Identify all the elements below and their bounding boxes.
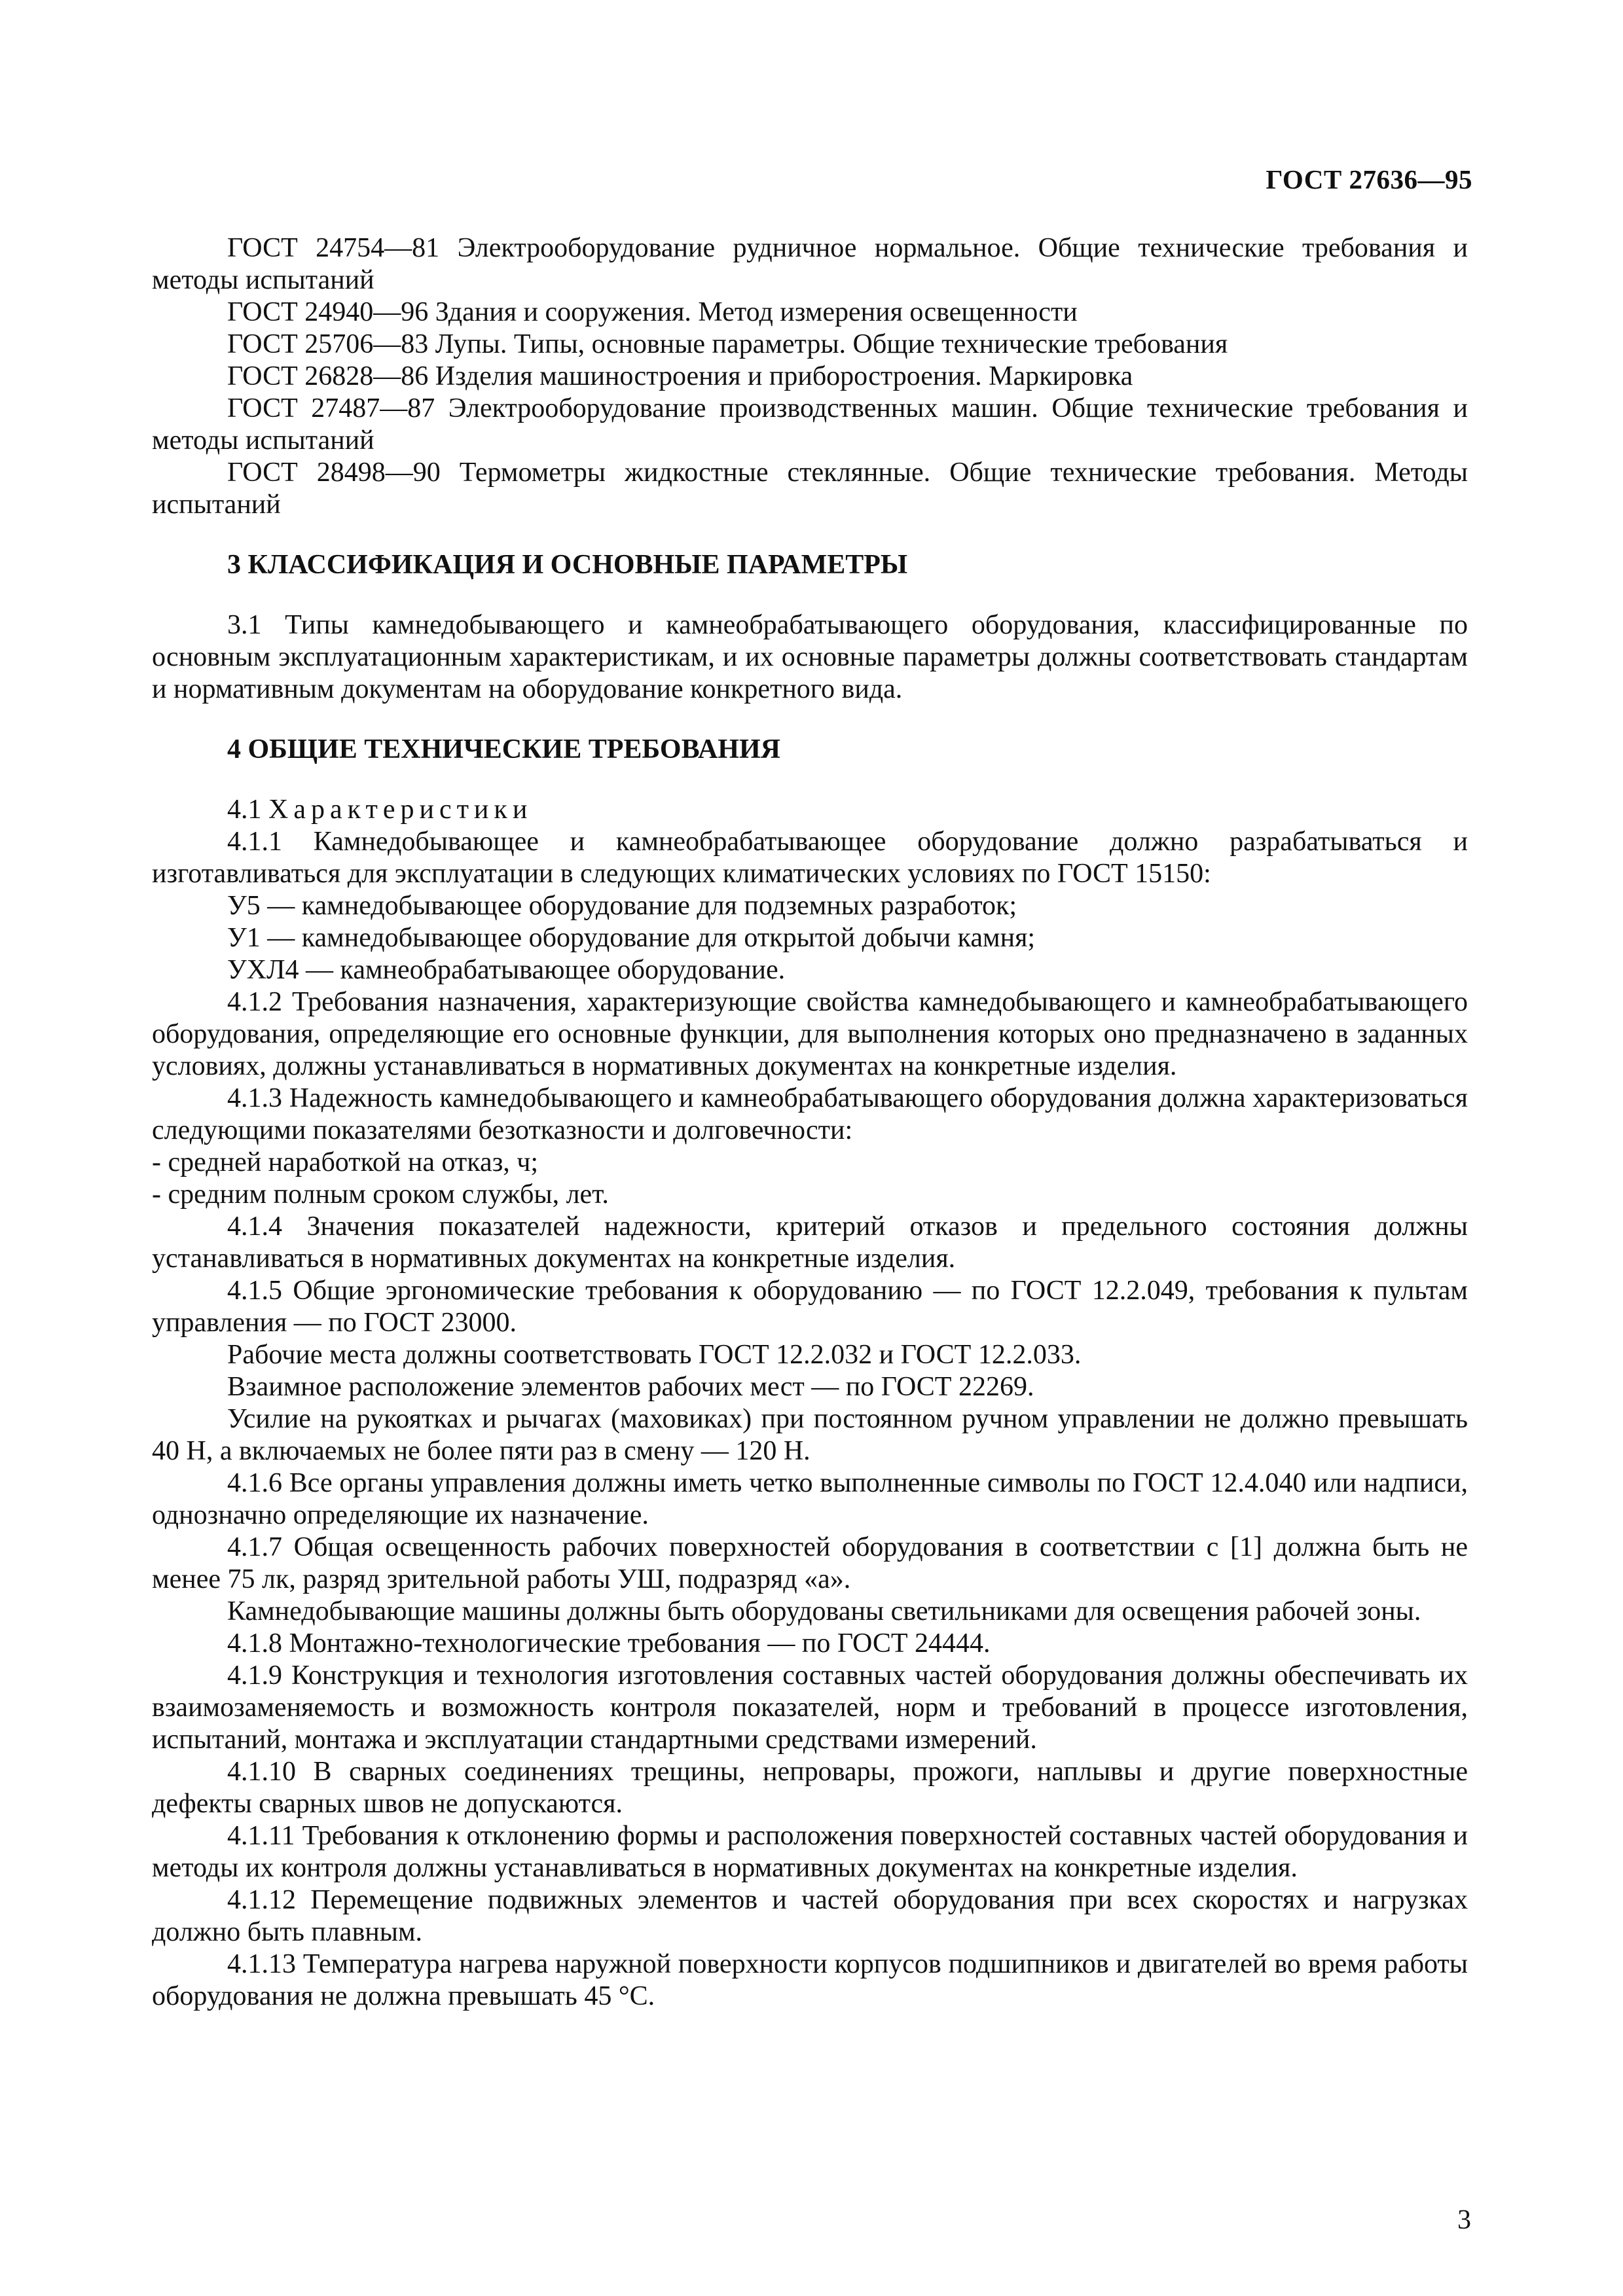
paragraph-4-1-12: 4.1.12 Перемещение подвижных элементов и частей оборудования при всех скоростях и нагрузках должно быть плавным. [152, 1885, 1468, 1947]
paragraph-4-1-8: 4.1.8 Монтажно-технологические требования — по ГОСТ 24444. [227, 1628, 991, 1659]
climate-item-u1: У1 — камнедобывающее оборудование для открытой добычи камня; [227, 923, 1036, 953]
subsection-number: 4.1 [227, 795, 268, 825]
subsection-label: Характеристики [268, 795, 533, 825]
references-list [152, 232, 1468, 521]
list-item: - средним полным сроком службы, лет. [152, 1179, 609, 1210]
paragraph-4-1-11: 4.1.11 Требования к отклонению формы и расположения поверхностей составных частей оборудования и методы их контроля должны устанавливаться в нормативных документах на конкретные изделия. [152, 1821, 1468, 1883]
paragraph-4-1-9: 4.1.9 Конструкция и технология изготовления составных частей оборудования должны обеспечивать их взаимозаменяемость и возможность контроля показателей, норм и требований в процессе изготовления, испытаний, монтажа и эксплуатации стандартными средствами измерений. [152, 1660, 1468, 1755]
paragraph-4-1-7: 4.1.7 Общая освещенность рабочих поверхностей оборудования в соответствии с [1] должна быть не менее 75 лк, разряд зрительной работы УШ, подразряд «а». [152, 1532, 1468, 1594]
section-4-title: 4 ОБЩИЕ ТЕХНИЧЕСКИЕ ТРЕБОВАНИЯ [227, 734, 780, 764]
paragraph-force: Усилие на рукоятках и рычагах (маховиках) при постоянном ручном управлении не должно превышать 40 Н, а включаемых не более пяти раз в смену — 120 Н. [152, 1404, 1468, 1466]
subsection-4-1-title [152, 794, 1468, 826]
climate-item-u5: У5 — камнедобывающее оборудование для подземных разработок; [227, 891, 1017, 921]
paragraph-4-1-3: 4.1.3 Надежность камнедобывающего и камнеобрабатывающего оборудования должна характеризоваться следующими показателями безотказности и долговечности: [152, 1083, 1468, 1145]
paragraph-4-1-6: 4.1.6 Все органы управления должны иметь четко выполненные символы по ГОСТ 12.4.040 или надписи, однозначно определяющие их назначение. [152, 1468, 1468, 1530]
document-body [152, 232, 1468, 2013]
list-item: - средней наработкой на отказ, ч; [152, 1147, 539, 1177]
section-3-paragraph: 3.1 Типы камнедобывающего и камнеобрабатывающего оборудования, классифицированные по основным эксплуатационным характеристикам, и их основные параметры должны соответствовать стандартам и нормативным документам на оборудование конкретного вида. [152, 610, 1468, 704]
reference-item: ГОСТ 26828—86 Изделия машиностроения и приборостроения. Маркировка [227, 361, 1133, 391]
section-4-paragraphs [152, 826, 1468, 2013]
reference-item: ГОСТ 24754—81 Электрооборудование рудничное нормальное. Общие технические требования и методы испытаний [152, 233, 1468, 295]
document-code-header: ГОСТ 27636—95 [1266, 164, 1472, 194]
reference-item: ГОСТ 25706—83 Лупы. Типы, основные параметры. Общие технические требования [227, 329, 1228, 359]
paragraph-4-1-10: 4.1.10 В сварных соединениях трещины, непровары, прожоги, наплывы и другие поверхностные дефекты сварных швов не допускаются. [152, 1757, 1468, 1819]
paragraph-4-1-2: 4.1.2 Требования назначения, характеризующие свойства камнедобывающего и камнеобрабатывающего оборудования, определяющие его основные функции, для выполнения которых оно предназначено в заданных условиях, должны устанавливаться в нормативных документах на конкретные изделия. [152, 987, 1468, 1081]
reference-item: ГОСТ 24940—96 Здания и сооружения. Метод измерения освещенности [227, 297, 1078, 327]
reference-item: ГОСТ 28498—90 Термометры жидкостные стеклянные. Общие технические требования. Методы испытаний [152, 457, 1468, 520]
paragraph-4-1-4: 4.1.4 Значения показателей надежности, критерий отказов и предельного состояния должны устанавливаться в нормативных документах на конкретные изделия. [152, 1211, 1468, 1274]
paragraph-4-1-1: 4.1.1 Камнедобывающее и камнеобрабатывающее оборудование должно разрабатываться и изготавливаться для эксплуатации в следующих климатических условиях по ГОСТ 15150: [152, 827, 1468, 889]
section-3-title: 3 КЛАССИФИКАЦИЯ И ОСНОВНЫЕ ПАРАМЕТРЫ [227, 550, 908, 580]
reference-item: ГОСТ 27487—87 Электрооборудование производственных машин. Общие технические требования и методы испытаний [152, 393, 1468, 456]
page-number: 3 [1457, 2205, 1471, 2235]
climate-item-uhl4: УХЛ4 — камнеобрабатывающее оборудование. [227, 955, 786, 985]
paragraph-lighting: Камнедобывающие машины должны быть оборудованы светильниками для освещения рабочей зоны. [227, 1596, 1421, 1626]
paragraph-4-1-5: 4.1.5 Общие эргономические требования к оборудованию — по ГОСТ 12.2.049, требования к пультам управления — по ГОСТ 23000. [152, 1276, 1468, 1338]
paragraph-layout: Взаимное расположение элементов рабочих мест — по ГОСТ 22269. [227, 1372, 1034, 1402]
paragraph-workplaces: Рабочие места должны соответствовать ГОСТ 12.2.032 и ГОСТ 12.2.033. [227, 1340, 1082, 1370]
paragraph-4-1-13: 4.1.13 Температура нагрева наружной поверхности корпусов подшипников и двигателей во время работы оборудования не должна превышать 45 °С. [152, 1949, 1468, 2011]
